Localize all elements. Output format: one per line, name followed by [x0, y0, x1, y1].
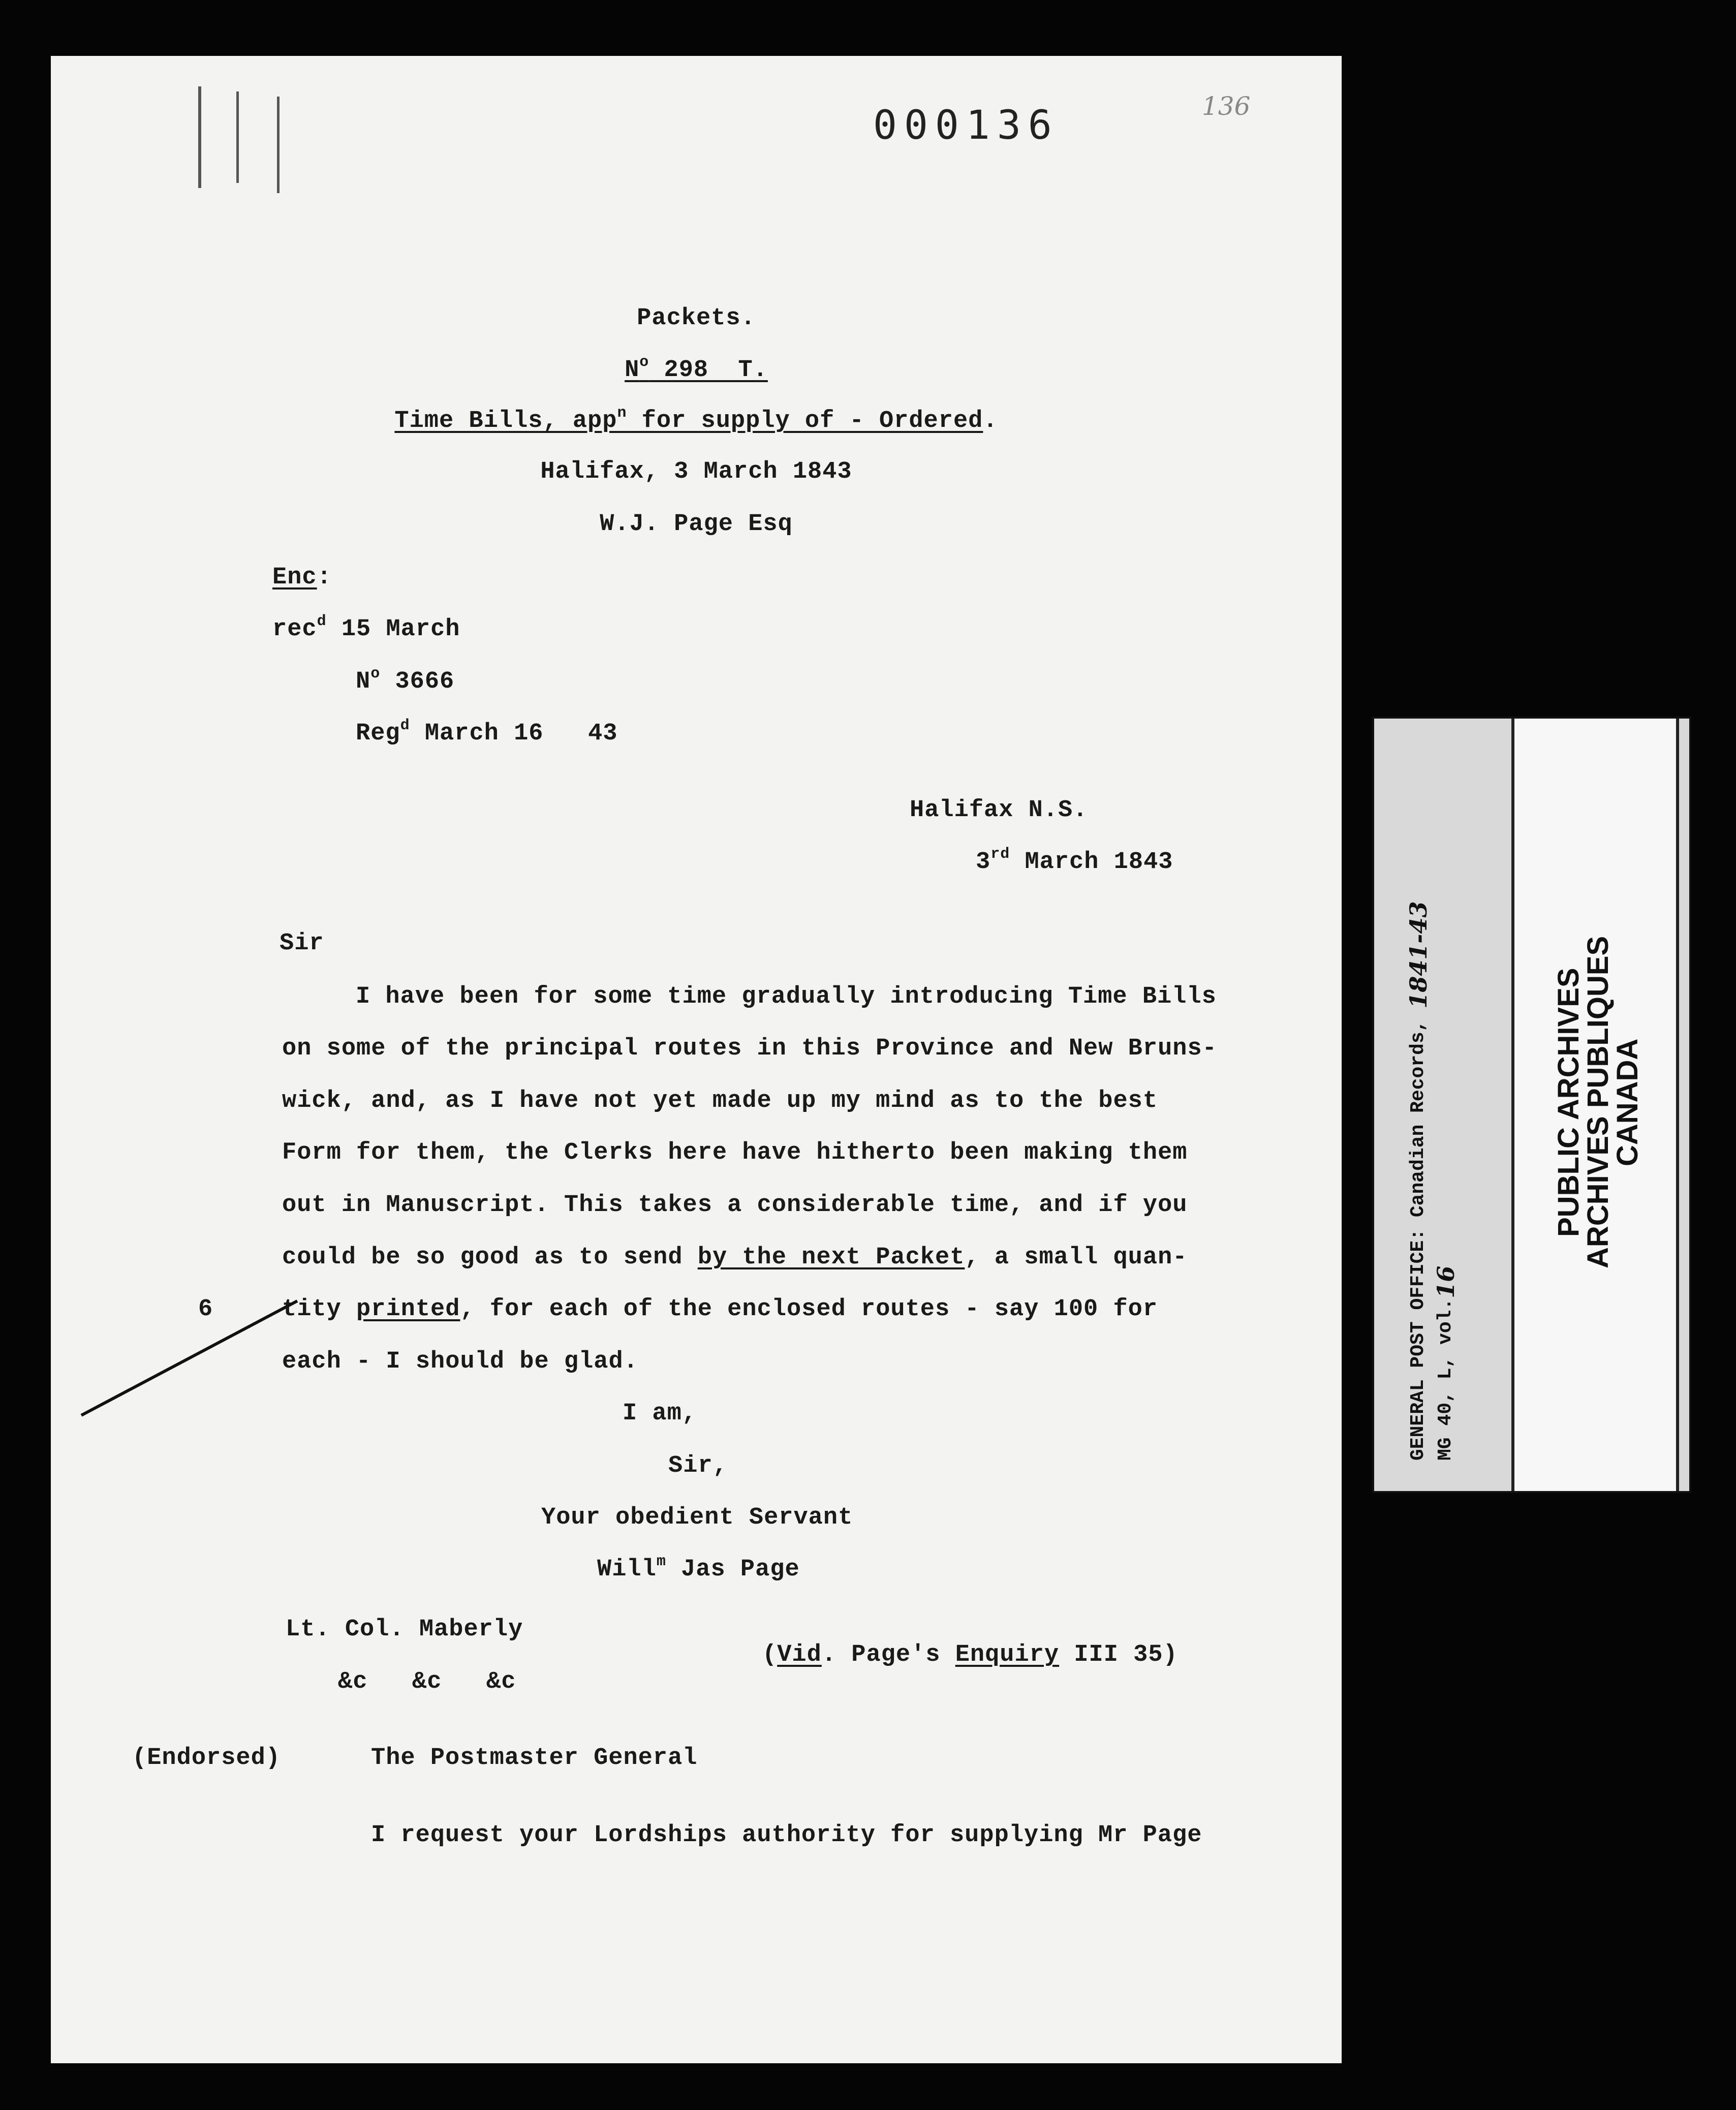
body-line: out in Manuscript. This takes a considerable time, and if you	[282, 1192, 1188, 1219]
addressee-etc: &c &c &c	[338, 1668, 516, 1695]
endorsed-to: The Postmaster General	[371, 1745, 698, 1772]
archive-label	[1372, 717, 1691, 1493]
enclosure-number: $N^o$ 3666	[356, 665, 455, 695]
stamp-number: 000136	[873, 103, 1059, 148]
body-line: on some of the principal routes in this Province and New Bruns-	[282, 1035, 1217, 1062]
folio-number: 136	[1202, 91, 1251, 121]
body-line: Form for them, the Clerks here have hitherto been making them	[282, 1139, 1188, 1166]
body-line: could be so good as to send by the next Packet, a small quan-	[282, 1244, 1188, 1271]
endorsed-label: (Endorsed)	[132, 1745, 281, 1772]
signature: Will$^m$ Jas Page	[597, 1553, 800, 1583]
archive-name-fr: ARCHIVES PUBLIQUES	[1582, 936, 1615, 1269]
archive-name-en: PUBLIC ARCHIVES	[1552, 968, 1585, 1237]
enclosure-label: Enc:	[272, 564, 332, 591]
body-line: tity printed, for each of the enclosed routes - say 100 for	[282, 1296, 1158, 1323]
heading-from: W.J. Page Esq	[600, 511, 793, 538]
heading-subject: Time Bills, app$^n$ for supply of - Ordered.	[394, 405, 998, 435]
heading-place-date: Halifax, 3 March 1843	[540, 458, 852, 485]
closing-line: Sir,	[668, 1452, 728, 1479]
archive-band	[1511, 719, 1679, 1491]
enclosure-regd: Reg$^d$ March 16 43	[356, 717, 618, 747]
closing-line: Your obedient Servant	[541, 1504, 853, 1531]
enclosure-recd: rec$^d$ 15 March	[272, 613, 460, 643]
letter-date: 3rd March 1843	[976, 846, 1173, 876]
endorsed-text: I request your Lordships authority for supplying Mr Page	[371, 1822, 1202, 1849]
body-line: each - I should be glad.	[282, 1348, 638, 1375]
catalog-line-1: GENERAL POST OFFICE: Canadian Records,	[1407, 1020, 1429, 1461]
body-line: I have been for some time gradually introducing Time Bills	[356, 983, 1217, 1010]
heading-number: $N^o$ 298 T.	[625, 354, 768, 384]
archive-name	[1552, 749, 1644, 1455]
margin-number: 6	[198, 1296, 213, 1323]
letter-place: Halifax N.S.	[910, 797, 1088, 824]
catalog-volume: 16	[1432, 1265, 1460, 1298]
document-page	[51, 56, 1342, 2063]
closing-line: I am,	[623, 1400, 697, 1427]
catalog-years: 1841-43	[1405, 901, 1432, 1009]
catalog-reference	[1405, 759, 1460, 1461]
heading-title: Packets.	[637, 305, 756, 332]
addressee: Lt. Col. Maberly	[286, 1616, 523, 1643]
body-line: wick, and, as I have not yet made up my mind as to the best	[282, 1088, 1158, 1114]
salutation: Sir	[280, 930, 324, 957]
archive-country: CANADA	[1611, 1038, 1644, 1166]
reference: (Vid. Page's Enquiry III 35)	[762, 1641, 1178, 1668]
catalog-line-2: MG 40, L, vol.	[1435, 1298, 1456, 1461]
